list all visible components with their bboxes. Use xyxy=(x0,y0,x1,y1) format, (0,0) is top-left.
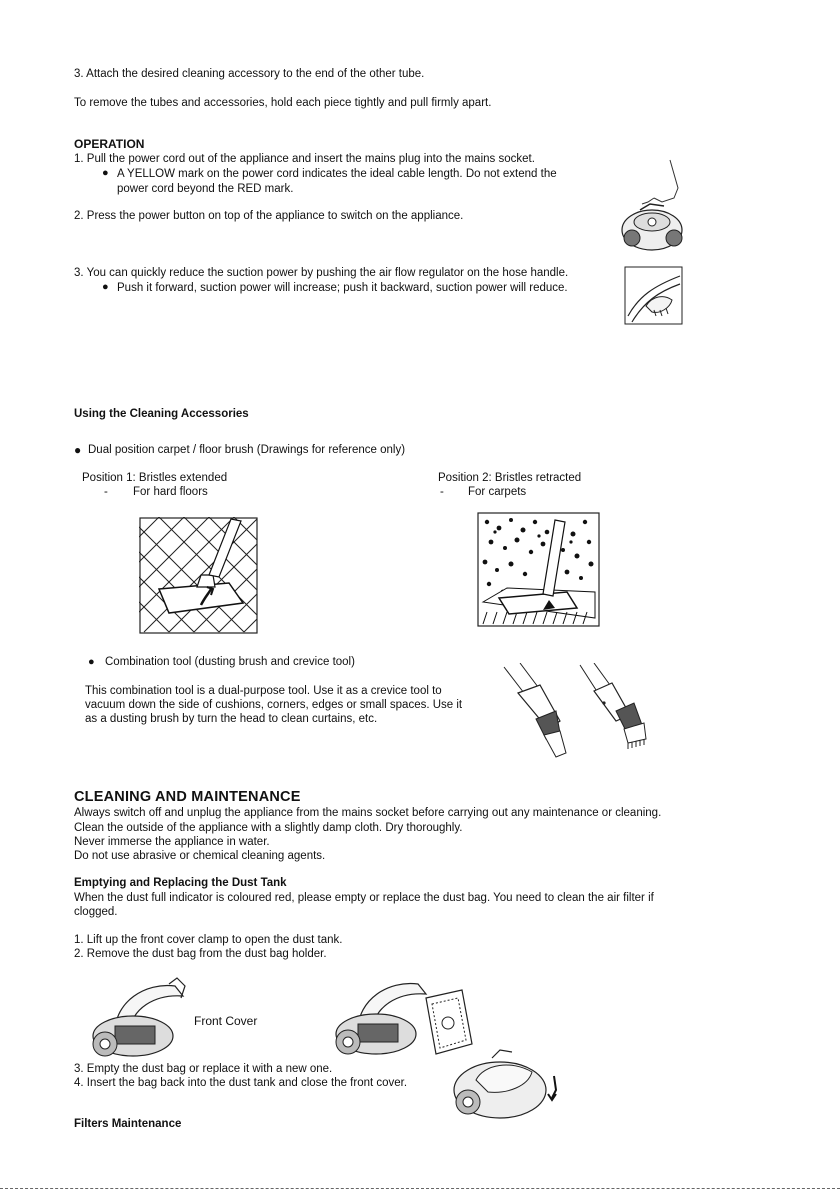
dust-tank-intro-line-2: clogged. xyxy=(74,906,118,918)
dust-tank-step-4: 4. Insert the bag back into the dust tank and close the front cover. xyxy=(74,1077,408,1089)
position-1-dash: - xyxy=(104,486,108,498)
operation-step-3: 3. You can quickly reduce the suction power by pushing the air flow regulator on the hose handle. xyxy=(74,267,569,279)
cleaning-line-2: Clean the outside of the appliance with a slightly damp cloth. Dry thoroughly. xyxy=(74,822,463,834)
cleaning-line-3: Never immerse the appliance in water. xyxy=(74,836,270,848)
cleaning-line-4: Do not use abrasive or chemical cleaning agents. xyxy=(74,850,326,862)
dust-tank-heading: Emptying and Replacing the Dust Tank xyxy=(74,877,287,889)
operation-step-1: 1. Pull the power cord out of the appliance and insert the mains plug into the mains socket. xyxy=(74,153,535,165)
assembly-step-3: 3. Attach the desired cleaning accessory to the end of the other tube. xyxy=(74,68,425,80)
position-1-title: Position 1: Bristles extended xyxy=(82,472,228,484)
combination-tool-line-2: vacuum down the side of cushions, corners, edges or small spaces. Use it xyxy=(85,699,463,711)
bullet-dot: ● xyxy=(102,281,109,293)
position-1-desc: For hard floors xyxy=(133,486,208,498)
bullet-dot: ● xyxy=(88,656,95,668)
front-cover-label: Front Cover xyxy=(194,1014,258,1028)
close-front-cover-illustration xyxy=(448,1046,568,1126)
cleaning-line-1: Always switch off and unplug the appliance from the mains socket before carrying out any maintenance or cleaning. xyxy=(74,807,662,819)
cleaning-heading: CLEANING AND MAINTENANCE xyxy=(74,789,301,805)
vacuum-power-button-illustration xyxy=(612,158,692,258)
operation-step-2: 2. Press the power button on top of the appliance to switch on the appliance. xyxy=(74,210,464,222)
remove-tubes-text: To remove the tubes and accessories, hold each piece tightly and pull firmly apart. xyxy=(74,97,492,109)
carpet-brush-illustration xyxy=(477,512,601,628)
operation-heading: OPERATION xyxy=(74,137,145,151)
operation-step-3-note: Push it forward, suction power will increase; push it backward, suction power will reduce. xyxy=(117,282,568,294)
combination-tool-item: Combination tool (dusting brush and crevice tool) xyxy=(105,656,355,668)
position-2-desc: For carpets xyxy=(468,486,527,498)
dust-tank-step-2: 2. Remove the dust bag from the dust bag holder. xyxy=(74,948,327,960)
brush-item: Dual position carpet / floor brush (Drawings for reference only) xyxy=(88,444,406,456)
dust-tank-step-1: 1. Lift up the front cover clamp to open the dust tank. xyxy=(74,934,343,946)
dust-tank-intro-line-1: When the dust full indicator is coloured red, please empty or replace the dust bag. You need to clean the air filter if xyxy=(74,892,654,904)
combination-tool-line-1: This combination tool is a dual-purpose tool. Use it as a crevice tool to xyxy=(85,685,442,697)
accessories-heading: Using the Cleaning Accessories xyxy=(74,408,249,420)
hard-floor-brush-illustration xyxy=(139,517,259,635)
combination-tool-illustration xyxy=(500,663,660,763)
operation-step-1-note-line-1: A YELLOW mark on the power cord indicates the ideal cable length. Do not extend the xyxy=(117,168,557,180)
open-front-cover-illustration xyxy=(85,972,195,1062)
filters-heading: Filters Maintenance xyxy=(74,1118,182,1130)
bullet-dot: ● xyxy=(102,167,109,179)
position-2-dash: - xyxy=(440,486,444,498)
dust-tank-step-3: 3. Empty the dust bag or replace it with a new one. xyxy=(74,1063,333,1075)
combination-tool-line-3: as a dusting brush by turn the head to clean curtains, etc. xyxy=(85,713,378,725)
position-2-title: Position 2: Bristles retracted xyxy=(438,472,582,484)
page-bottom-border xyxy=(0,1188,840,1191)
operation-step-1-note-line-2: power cord beyond the RED mark. xyxy=(117,183,294,195)
hose-handle-illustration xyxy=(624,266,684,326)
bullet-dot: ● xyxy=(74,443,82,457)
